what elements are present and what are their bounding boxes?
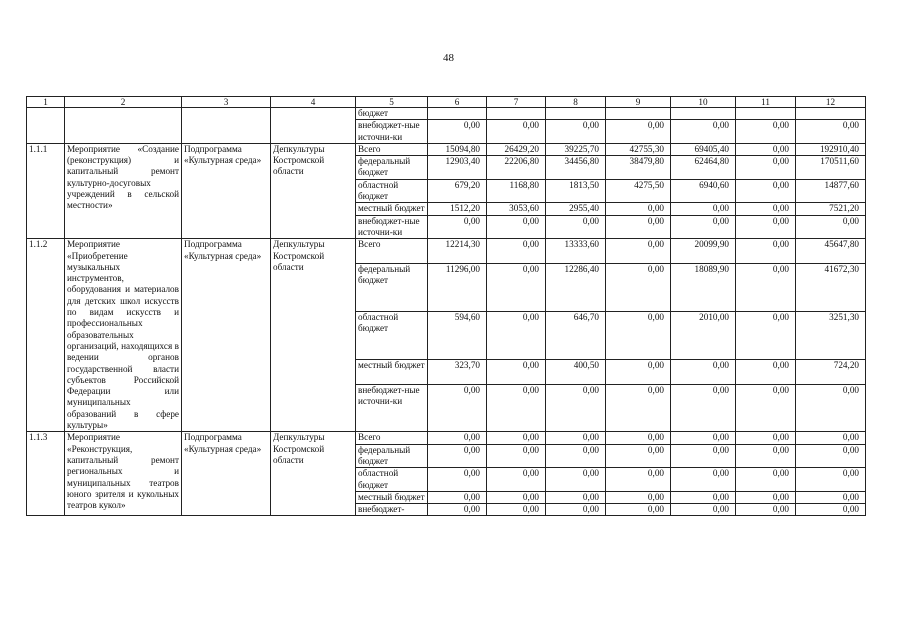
value-cell: 0,00	[736, 444, 796, 468]
value-cell: 0,00	[606, 359, 671, 384]
value-cell: 0,00	[796, 215, 866, 239]
value-cell: 34456,80	[546, 156, 606, 180]
column-number: 7	[487, 97, 546, 108]
value-cell: 39225,70	[546, 143, 606, 155]
value-cell: 0,00	[487, 468, 546, 492]
value-cell: 0,00	[736, 120, 796, 144]
value-cell: 0,00	[736, 215, 796, 239]
value-cell: 0,00	[796, 120, 866, 144]
value-cell: 1168,80	[487, 179, 546, 203]
value-cell: 0,00	[796, 491, 866, 503]
source-cell: Всего	[356, 239, 428, 264]
value-cell: 0,00	[671, 504, 736, 516]
value-cell: 0,00	[671, 491, 736, 503]
value-cell: 0,00	[487, 359, 546, 384]
value-cell: 0,00	[606, 432, 671, 444]
source-cell: внебюджет-ные источни-ки	[356, 384, 428, 432]
value-cell: 0,00	[796, 504, 866, 516]
measure-executor: Депкультуры Костромской области	[271, 239, 356, 432]
measure-program: Подпрограмма «Культурная среда»	[182, 239, 271, 432]
source-cell: федеральный бюджет	[356, 156, 428, 180]
code-cell	[27, 108, 65, 144]
value-cell: 0,00	[736, 504, 796, 516]
value-cell: 18089,90	[671, 264, 736, 312]
value-cell: 0,00	[671, 468, 736, 492]
value-cell: 15094,80	[428, 143, 487, 155]
value-cell: 0,00	[546, 444, 606, 468]
value-cell: 0,00	[796, 432, 866, 444]
source-cell: внебюджет-	[356, 504, 428, 516]
measure-code: 1.1.3	[27, 432, 65, 516]
value-cell: 0,00	[606, 215, 671, 239]
value-cell: 22206,80	[487, 156, 546, 180]
value-cell: 0,00	[428, 504, 487, 516]
value-cell: 0,00	[796, 444, 866, 468]
source-cell: бюджет	[356, 108, 428, 120]
measure-code: 1.1.2	[27, 239, 65, 432]
source-cell: областной бюджет	[356, 179, 428, 203]
source-cell: Всего	[356, 143, 428, 155]
value-cell: 0,00	[487, 239, 546, 264]
value-cell: 0,00	[546, 504, 606, 516]
value-cell	[606, 108, 671, 120]
source-cell: местный бюджет	[356, 203, 428, 215]
value-cell: 0,00	[487, 504, 546, 516]
value-cell: 3251,30	[796, 311, 866, 359]
source-cell: Всего	[356, 432, 428, 444]
value-cell: 0,00	[606, 239, 671, 264]
column-number: 11	[736, 97, 796, 108]
measure-name: Мероприятие «Приобретение музыкальных инструментов, оборудования и материалов для детских школ искусств по видам искусств и профессиональных образовательных организаций, находящихся в ведении органов государственной власти субъектов Российской Федерации или муниципальных образований в сфере культуры»	[65, 239, 182, 432]
measure-executor: Депкультуры Костромской области	[271, 143, 356, 238]
value-cell: 4275,50	[606, 179, 671, 203]
value-cell: 0,00	[487, 120, 546, 144]
value-cell	[487, 108, 546, 120]
value-cell: 11296,00	[428, 264, 487, 312]
value-cell: 26429,20	[487, 143, 546, 155]
value-cell: 0,00	[606, 468, 671, 492]
value-cell: 0,00	[736, 143, 796, 155]
value-cell: 0,00	[487, 264, 546, 312]
table-row	[27, 432, 866, 444]
value-cell: 14877,60	[796, 179, 866, 203]
value-cell: 0,00	[606, 311, 671, 359]
program-cell	[182, 108, 271, 144]
column-number: 2	[65, 97, 182, 108]
value-cell: 170511,60	[796, 156, 866, 180]
value-cell	[736, 108, 796, 120]
value-cell: 38479,80	[606, 156, 671, 180]
source-cell: внебюджет-ные источни-ки	[356, 215, 428, 239]
source-cell: федеральный бюджет	[356, 444, 428, 468]
value-cell: 0,00	[606, 203, 671, 215]
table-row	[27, 108, 866, 120]
source-cell: внебюджет-ные источни-ки	[356, 120, 428, 144]
value-cell: 1512,20	[428, 203, 487, 215]
value-cell: 0,00	[736, 156, 796, 180]
value-cell: 0,00	[736, 179, 796, 203]
source-cell: местный бюджет	[356, 359, 428, 384]
budget-table	[26, 96, 866, 516]
value-cell: 12286,40	[546, 264, 606, 312]
value-cell: 0,00	[606, 264, 671, 312]
column-number: 8	[546, 97, 606, 108]
value-cell: 724,20	[796, 359, 866, 384]
source-cell: местный бюджет	[356, 491, 428, 503]
column-number: 5	[356, 97, 428, 108]
column-number: 9	[606, 97, 671, 108]
value-cell: 0,00	[546, 432, 606, 444]
value-cell: 1813,50	[546, 179, 606, 203]
value-cell: 12903,40	[428, 156, 487, 180]
value-cell: 0,00	[736, 264, 796, 312]
value-cell: 0,00	[736, 468, 796, 492]
value-cell: 323,70	[428, 359, 487, 384]
value-cell: 0,00	[606, 120, 671, 144]
value-cell: 0,00	[671, 384, 736, 432]
value-cell: 0,00	[546, 215, 606, 239]
measure-program: Подпрограмма «Культурная среда»	[182, 432, 271, 516]
value-cell: 0,00	[487, 491, 546, 503]
measure-code: 1.1.1	[27, 143, 65, 238]
value-cell: 13333,60	[546, 239, 606, 264]
value-cell: 0,00	[487, 444, 546, 468]
value-cell: 646,70	[546, 311, 606, 359]
value-cell: 192910,40	[796, 143, 866, 155]
value-cell: 62464,80	[671, 156, 736, 180]
value-cell: 0,00	[606, 384, 671, 432]
name-cell	[65, 108, 182, 144]
value-cell	[428, 108, 487, 120]
value-cell: 0,00	[796, 468, 866, 492]
source-cell: областной бюджет	[356, 468, 428, 492]
value-cell: 0,00	[736, 491, 796, 503]
value-cell: 45647,80	[796, 239, 866, 264]
value-cell: 400,50	[546, 359, 606, 384]
value-cell: 0,00	[671, 120, 736, 144]
value-cell: 0,00	[487, 384, 546, 432]
value-cell: 0,00	[671, 444, 736, 468]
value-cell: 0,00	[736, 359, 796, 384]
value-cell: 0,00	[671, 432, 736, 444]
value-cell: 0,00	[428, 384, 487, 432]
value-cell: 3053,60	[487, 203, 546, 215]
value-cell: 0,00	[546, 120, 606, 144]
header-row	[27, 97, 866, 108]
measure-program: Подпрограмма «Культурная среда»	[182, 143, 271, 238]
measure-executor: Депкультуры Костромской области	[271, 432, 356, 516]
value-cell: 0,00	[736, 311, 796, 359]
table-row	[27, 239, 866, 264]
value-cell: 0,00	[487, 432, 546, 444]
value-cell: 0,00	[606, 444, 671, 468]
value-cell: 0,00	[428, 491, 487, 503]
value-cell: 0,00	[428, 215, 487, 239]
value-cell: 0,00	[546, 491, 606, 503]
page-number: 48	[443, 52, 454, 64]
table-row	[27, 143, 866, 155]
value-cell: 69405,40	[671, 143, 736, 155]
value-cell: 679,20	[428, 179, 487, 203]
value-cell: 0,00	[736, 239, 796, 264]
value-cell: 0,00	[428, 120, 487, 144]
value-cell: 0,00	[487, 215, 546, 239]
value-cell: 42755,30	[606, 143, 671, 155]
value-cell: 0,00	[428, 468, 487, 492]
value-cell: 0,00	[736, 203, 796, 215]
value-cell: 20099,90	[671, 239, 736, 264]
measure-name: Мероприятие «Создание (реконструкция) и капитальный ремонт культурно-досуговых учреждений в сельской местности»	[65, 143, 182, 238]
value-cell: 0,00	[671, 203, 736, 215]
value-cell: 0,00	[671, 359, 736, 384]
value-cell	[546, 108, 606, 120]
column-number: 6	[428, 97, 487, 108]
value-cell: 6940,60	[671, 179, 736, 203]
value-cell	[671, 108, 736, 120]
column-number: 3	[182, 97, 271, 108]
value-cell: 7521,20	[796, 203, 866, 215]
column-number: 12	[796, 97, 866, 108]
value-cell: 41672,30	[796, 264, 866, 312]
value-cell: 0,00	[428, 444, 487, 468]
value-cell: 0,00	[428, 432, 487, 444]
column-number: 1	[27, 97, 65, 108]
value-cell: 0,00	[606, 491, 671, 503]
value-cell: 0,00	[671, 215, 736, 239]
executor-cell	[271, 108, 356, 144]
value-cell: 2955,40	[546, 203, 606, 215]
value-cell: 2010,00	[671, 311, 736, 359]
value-cell: 0,00	[487, 311, 546, 359]
measure-name: Мероприятие «Реконструкция, капитальный ремонт региональных и муниципальных театров юного зрителя и кукольных театров кукол»	[65, 432, 182, 516]
source-cell: федеральный бюджет	[356, 264, 428, 312]
value-cell: 594,60	[428, 311, 487, 359]
value-cell: 12214,30	[428, 239, 487, 264]
value-cell: 0,00	[606, 504, 671, 516]
value-cell: 0,00	[736, 432, 796, 444]
value-cell: 0,00	[546, 468, 606, 492]
value-cell: 0,00	[796, 384, 866, 432]
column-number: 4	[271, 97, 356, 108]
column-number: 10	[671, 97, 736, 108]
value-cell: 0,00	[736, 384, 796, 432]
value-cell	[796, 108, 866, 120]
value-cell: 0,00	[546, 384, 606, 432]
source-cell: областной бюджет	[356, 311, 428, 359]
